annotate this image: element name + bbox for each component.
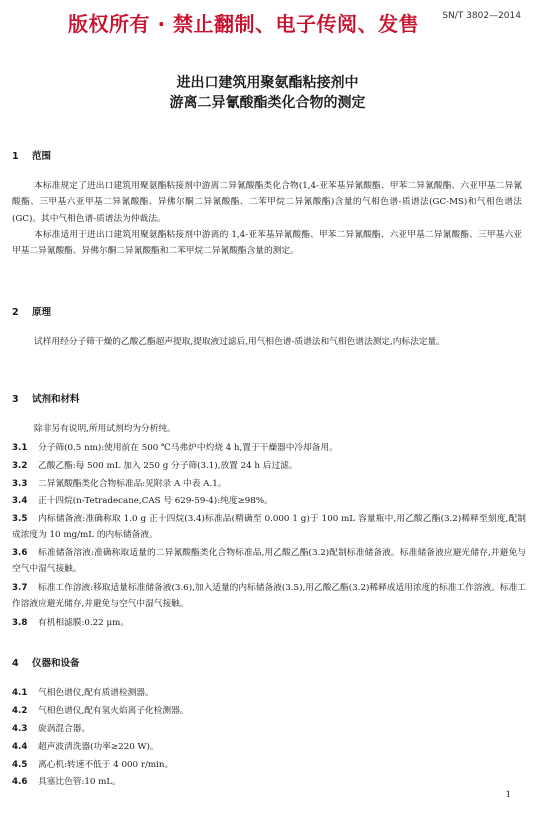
reagents-intro: 除非另有说明,所用试剂均为分析纯。 (34, 424, 176, 434)
reagent-item: 3.3 二异氰酸酯类化合物标准品:见附录 A 中表 A.1。 (12, 479, 227, 489)
principle-paragraph: 试样用经分子筛干燥的乙酸乙酯超声提取,提取液过滤后,用气相色谱-质谱法和气相色谱法测定,内标法定量。 (34, 337, 445, 347)
doc-title-line1: 进出口建筑用聚氨酯粘接剂中 (176, 75, 359, 91)
section-title: 范围 (32, 151, 52, 162)
section-title: 试剂和材料 (32, 394, 80, 405)
apparatus-item: 4.2 气相色谱仪,配有氢火焰离子化检测器。 (12, 706, 189, 716)
section-heading-apparatus (12, 655, 80, 669)
reagent-item: 3.8 有机相滤膜:0.22 μm。 (12, 618, 130, 628)
reagent-item: 3.6 标准储备溶液:准确称取适量的二异氰酸酯类化合物标准品,用乙酸乙酯(3.2)配制标准储备液。标准储备液应避光储存,并避免与空气中湿气接触。 (12, 548, 526, 575)
reagent-item: 3.5 内标储备液:准确称取 1.0 g 正十四烷(3.4)标准品(精确至 0.000 1 g)于 100 mL 容量瓶中,用乙酸乙酯(3.2)稀释至刻度,配制成浓度为 10 mg/mL 的内标储备液。 (12, 514, 526, 541)
apparatus-item: 4.1 气相色谱仪,配有质谱检测器。 (12, 688, 154, 698)
section-number: 2 (12, 307, 19, 318)
apparatus-item: 4.3 旋涡混合器。 (12, 724, 91, 734)
copyright-watermark: 版权所有 · 禁止翻制、电子传阅、发售 (68, 12, 420, 36)
scope-paragraph-1: 本标准规定了进出口建筑用聚氨酯粘接剂中游离二异氰酸酯类化合物(1,4-亚苯基异氰酸酯、甲苯二异氰酸酯、六亚甲基二异氰酸酯、三甲基六亚甲基二异氰酸酯、异佛尔酮二异氰酸酯、二苯甲烷二异氰酸酯)含量的气相色谱-质谱法(GC-MS)和气相色谱法(GC)。其中气相色谱-质谱法为仲裁法。 (12, 181, 522, 224)
section-number: 1 (12, 151, 19, 162)
section-heading-principle (12, 304, 51, 318)
apparatus-item: 4.4 超声波清洗器(功率≥220 W)。 (12, 742, 159, 752)
section-title: 原理 (32, 307, 52, 318)
page-number: 1 (505, 790, 511, 800)
section-number: 3 (12, 394, 19, 405)
section-heading-scope (12, 148, 51, 162)
reagent-item: 3.7 标准工作溶液:移取适量标准储备液(3.6),加入适量的内标储备液(3.5),用乙酸乙酯(3.2)稀释成适用浓度的标准工作溶液。标准工作溶液应避光储存,并避免与空气中湿气接触。 (12, 583, 526, 610)
reagent-item: 3.2 乙酸乙酯:每 500 mL 加入 250 g 分子筛(3.1),放置 24 h 后过滤。 (12, 461, 298, 471)
section-title: 仪器和设备 (32, 658, 80, 669)
section-number: 4 (12, 658, 19, 669)
section-heading-reagents (12, 391, 80, 405)
reagent-item: 3.1 分子筛(0.5 nm):使用前在 500 ℃马弗炉中灼烧 4 h,置于干燥器中冷却备用。 (12, 443, 338, 453)
doc-title-line2: 游离二异氰酸酯类化合物的测定 (169, 95, 366, 111)
standard-number: SN/T 3802—2014 (442, 11, 521, 21)
apparatus-item: 4.6 具塞比色管:10 mL。 (12, 777, 121, 787)
scope-paragraph-2: 本标准适用于进出口建筑用聚氨酯粘接剂中游离的 1,4-亚苯基异氰酸酯、甲苯二异氰酸酯、六亚甲基二异氰酸酯、三甲基六亚甲基二异氰酸酯、异佛尔酮二异氰酸酯和二苯甲烷二异氰酸酯含量的测定。 (12, 230, 522, 257)
reagent-item: 3.4 正十四烷(n-Tetradecane,CAS 号 629-59-4):纯度≥98%。 (12, 496, 273, 506)
apparatus-item: 4.5 离心机:转速不低于 4 000 r/min。 (12, 760, 174, 770)
